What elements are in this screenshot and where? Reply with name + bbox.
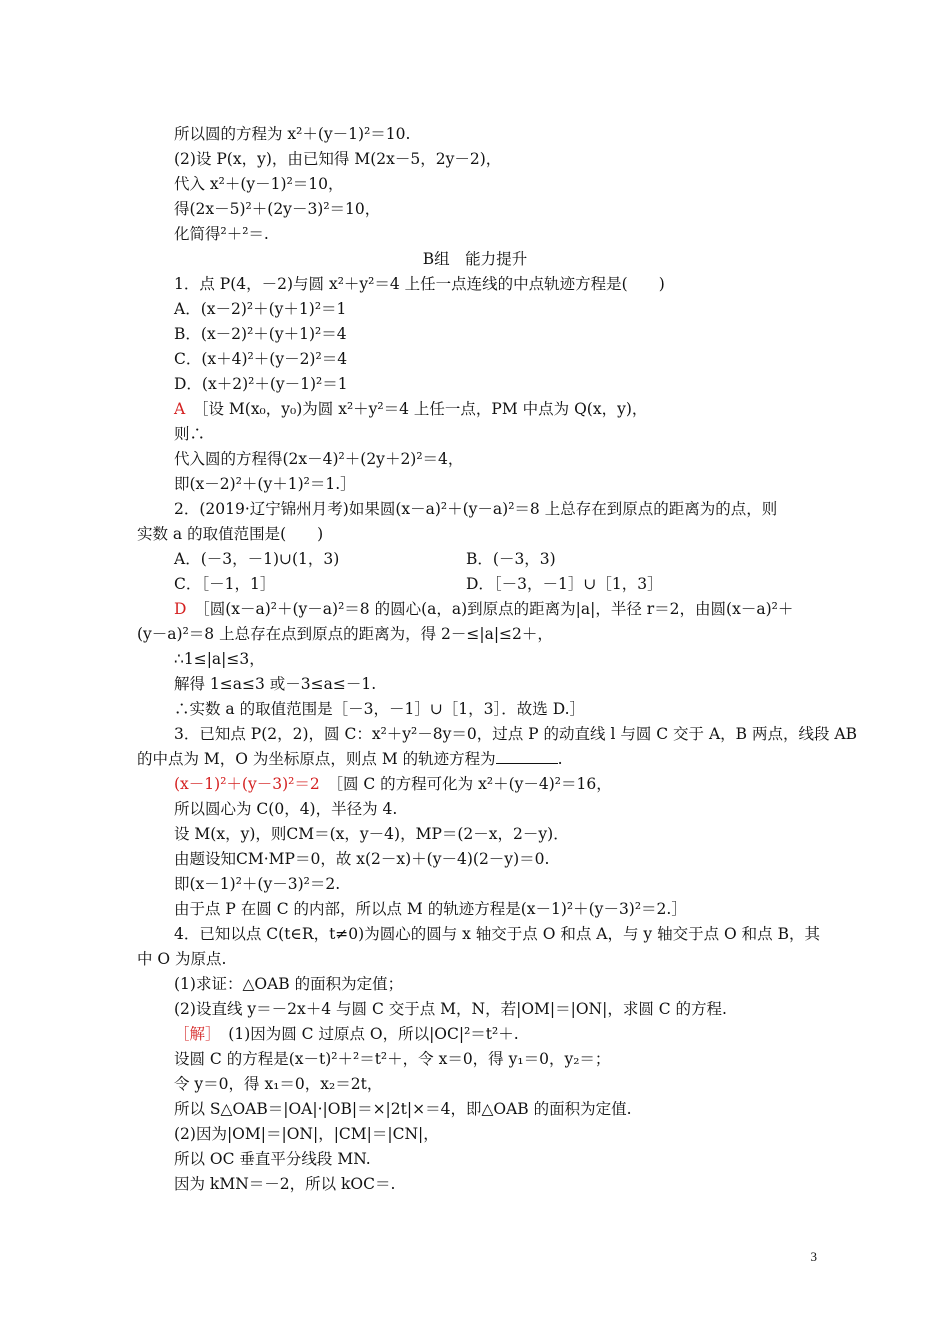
- text-line: 设 M(x，y)，则CM＝(x，y－4)，MP＝(2－x，2－y)．: [174, 825, 569, 843]
- text-line: (y－a)²＝8 上总存在点到原点的距离为，得 2－≤|a|≤2＋，: [137, 625, 553, 643]
- option-a: A．(x－2)²＋(y＋1)²＝1: [174, 300, 347, 318]
- text-line: 代入 x²＋(y－1)²＝10，: [174, 175, 344, 193]
- answer-blank: [496, 747, 558, 764]
- answer-letter: D: [174, 600, 187, 618]
- text-line: 即(x－2)²＋(y＋1)²＝1.］: [174, 475, 356, 493]
- page-number: 3: [810, 1249, 817, 1264]
- answer-line: [174, 397, 647, 422]
- option-c: C．(x＋4)²＋(y－2)²＝4: [174, 350, 348, 368]
- text-line: 令 y＝0，得 x₁＝0，x₂＝2t，: [174, 1075, 383, 1093]
- answer-formula: (x－1)²＋(y－3)²＝2: [174, 775, 320, 793]
- text-line: 所以 S△OAB＝|OA|·|OB|＝×|2t|×＝4，即△OAB 的面积为定值.: [174, 1100, 632, 1118]
- option-b: B．(x－2)²＋(y＋1)²＝4: [174, 325, 347, 343]
- text-line: 因为 kMN＝－2，所以 kOC＝.: [174, 1175, 396, 1193]
- text-line: (2)设 P(x，y)，由已知得 M(2x－5，2y－2)，: [174, 150, 502, 168]
- period: .: [557, 750, 563, 768]
- answer-explanation: ［设 M(x₀，y₀)为圆 x²＋y²＝4 上任一点，PM 中点为 Q(x，y)，: [200, 400, 648, 418]
- text-line: [137, 747, 563, 772]
- option-a: A．(－3，－1)∪(1，3): [174, 550, 340, 568]
- option-c: C．［－1，1］: [174, 575, 276, 593]
- text-line: 设圆 C 的方程是(x－t)²＋²＝t²＋，令 x＝0，得 y₁＝0，y₂＝；: [174, 1050, 611, 1068]
- text-line: 实数 a 的取值范围是( ): [137, 525, 324, 543]
- text-line: 所以圆心为 C(0，4)，半径为 4.: [174, 800, 398, 818]
- option-d: D．［－3，－1］∪［1，3］: [466, 575, 663, 593]
- text-line: 化简得²＋²＝.: [174, 225, 269, 243]
- text-line: 即(x－1)²＋(y－3)²＝2.: [174, 875, 341, 893]
- text-line: 解得 1≤a≤3 或－3≤a≤－1.: [174, 675, 377, 693]
- option-d: D．(x＋2)²＋(y－1)²＝1: [174, 375, 348, 393]
- question-text: 的中点为 M，O 为坐标原点，则点 M 的轨迹方程为: [137, 750, 496, 768]
- text-line: 中 O 为原点.: [137, 950, 227, 968]
- question-2: 2．(2019·辽宁锦州月考)如果圆(x－a)²＋(y－a)²＝8 上总存在到原点的距离为的点，则: [174, 500, 778, 518]
- question-3: 3．已知点 P(2，2)，圆 C：x²＋y²－8y＝0，过点 P 的动直线 l 与圆 C 交于 A，B 两点，线段 AB: [174, 725, 857, 743]
- text-line: 代入圆的方程得(2x－4)²＋(2y＋2)²＝4，: [174, 450, 464, 468]
- text-line: 由题设知CM·MP＝0，故 x(2－x)＋(y－4)(2－y)＝0.: [174, 850, 550, 868]
- text-line: 由于点 P 在圆 C 的内部，所以点 M 的轨迹方程是(x－1)²＋(y－3)²＝2.］: [174, 900, 687, 918]
- solution-label: ［解］: [174, 1025, 213, 1043]
- text-line: 则∴: [174, 425, 206, 443]
- text-line: (1)求证：△OAB 的面积为定值；: [174, 975, 404, 993]
- options-row: [174, 572, 774, 597]
- text-line: (2)设直线 y＝－2x＋4 与圆 C 交于点 M，N，若|OM|＝|ON|，求圆 C 的方程.: [174, 1000, 727, 1018]
- answer-letter: A: [174, 400, 186, 418]
- solution-text: (1)因为圆 C 过原点 O，所以|OC|²＝t²＋.: [228, 1025, 519, 1043]
- text-line: (2)因为|OM|＝|ON|，|CM|＝|CN|，: [174, 1125, 439, 1143]
- question-1: 1．点 P(4，－2)与圆 x²＋y²＝4 上任一点连线的中点轨迹方程是( ): [174, 275, 665, 293]
- text-line: 得(2x－5)²＋(2y－3)²＝10，: [174, 200, 381, 218]
- answer-explanation: ［圆(x－a)²＋(y－a)²＝8 的圆心(a，a)到原点的距离为|a|，半径 r＝2，由圆(x－a)²＋: [201, 600, 794, 618]
- text-line: 所以圆的方程为 x²＋(y－1)²＝10.: [174, 125, 411, 143]
- answer-explanation: ［圆 C 的方程可化为 x²＋(y－4)²＝16，: [335, 775, 612, 793]
- options-row: [174, 547, 774, 572]
- option-b: B．(－3，3): [466, 550, 556, 568]
- text-line: 所以 OC 垂直平分线段 MN.: [174, 1150, 371, 1168]
- solution-line: [174, 1022, 519, 1047]
- answer-line: [174, 772, 612, 797]
- section-heading: B组 能力提升: [422, 250, 528, 268]
- answer-line: [174, 597, 793, 622]
- text-line: ∴实数 a 的取值范围是［－3，－1］∪［1，3］．故选 D.］: [174, 700, 586, 718]
- question-4: 4．已知以点 C(t∈R，t≠0)为圆心的圆与 x 轴交于点 O 和点 A，与 y 轴交于点 O 和点 B，其: [174, 925, 820, 943]
- text-line: ∴1≤|a|≤3，: [174, 650, 265, 668]
